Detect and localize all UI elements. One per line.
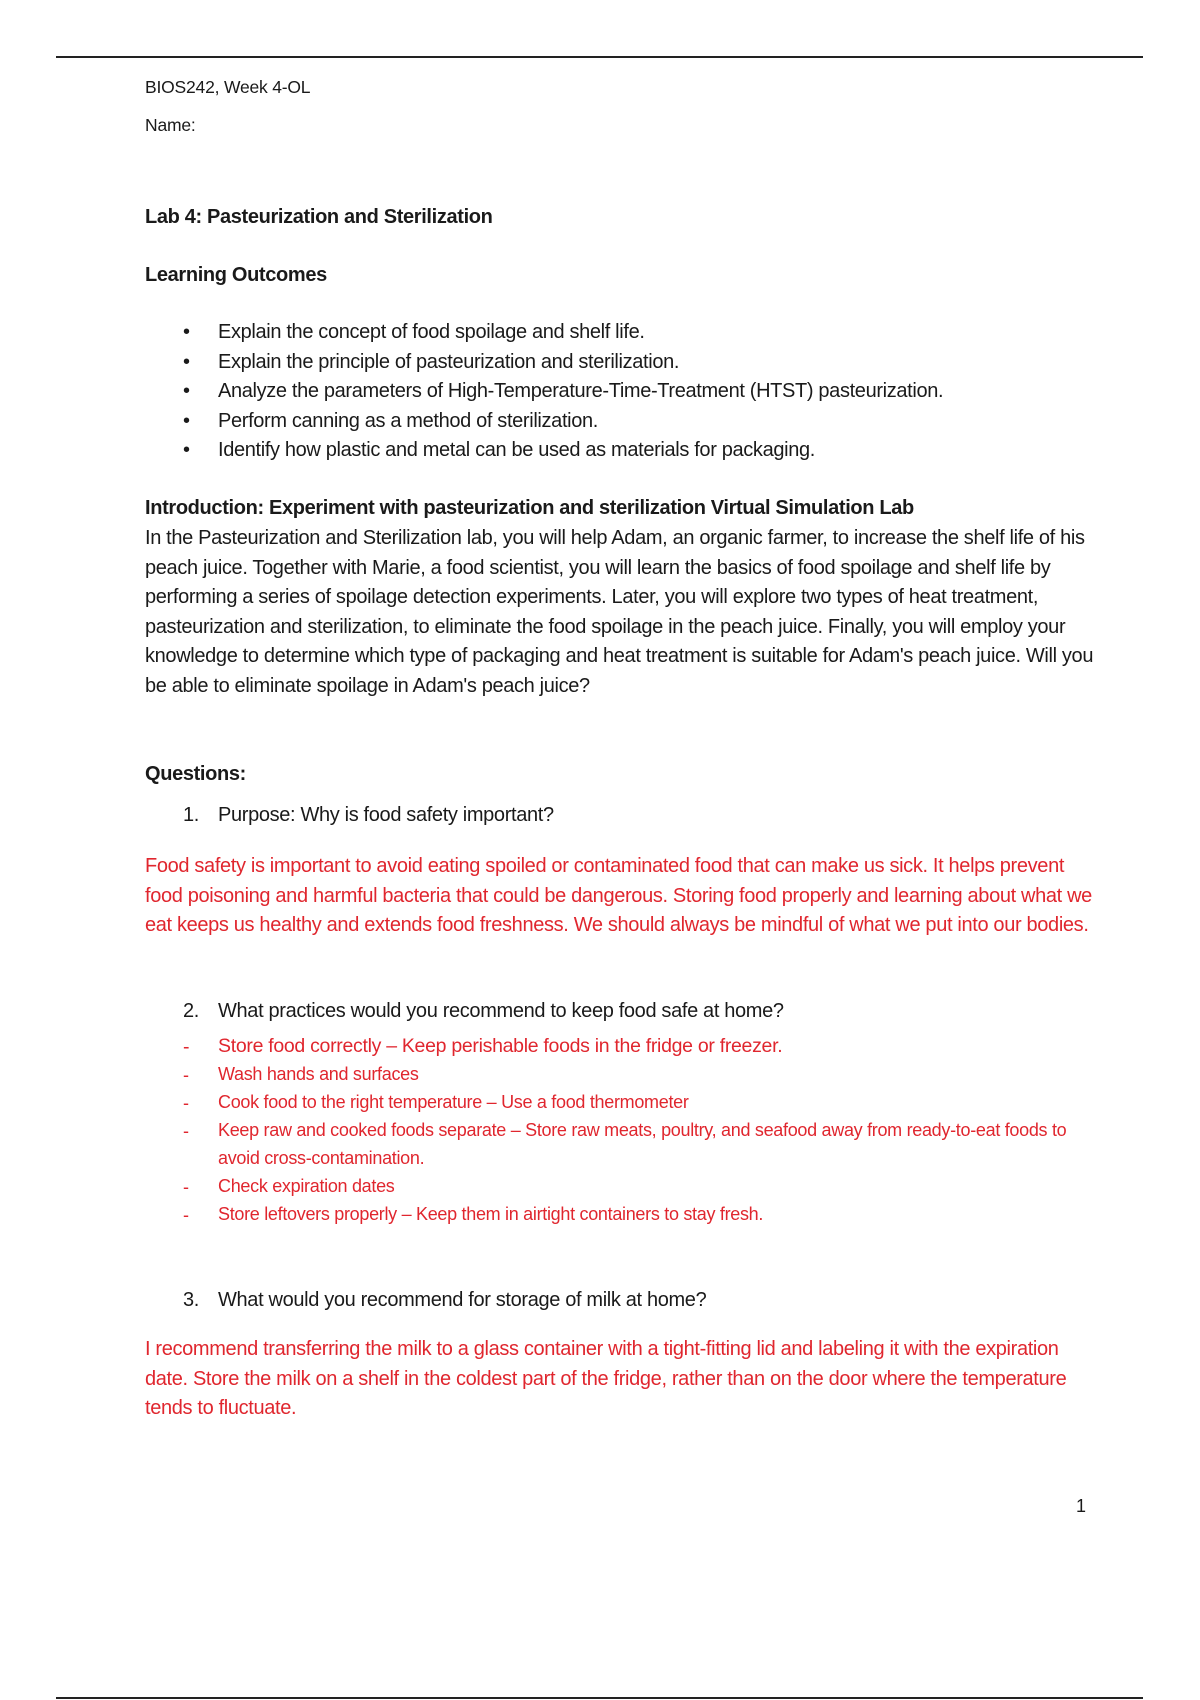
learning-outcomes-heading: Learning Outcomes (145, 264, 327, 286)
bullet-icon: • (183, 409, 190, 432)
bottom-rule (56, 1697, 1143, 1699)
answer-3: I recommend transferring the milk to a glass container with a tight-fitting lid and labeling it with the expiration date. Store the milk on a shelf in the coldest part of the fridge, rather than on the door where the temperature tends to fluctuate. (145, 1338, 1067, 1419)
list-item: • Analyze the parameters of High-Temperature-Time-Treatment (HTST) pasteurization. (145, 377, 943, 407)
course-header: BIOS242, Week 4-OL (145, 77, 311, 97)
list-item: - Keep raw and cooked foods separate – Store raw meats, poultry, and seafood away from ready-to-eat foods to avoid cross-contamination. (183, 1120, 1067, 1168)
name-label: Name: (145, 115, 196, 135)
answer-2-list (145, 1032, 1098, 1228)
list-item: • Explain the concept of food spoilage and shelf life. (145, 318, 943, 348)
bullet-icon: • (183, 321, 190, 343)
list-item: - Store food correctly – Keep perishable foods in the fridge or freezer. (183, 1035, 783, 1058)
list-item: - Check expiration dates (183, 1176, 395, 1197)
bullet-icon: • (183, 350, 190, 373)
bullet-icon: • (183, 439, 190, 461)
list-item: • Identify how plastic and metal can be used as materials for packaging. (145, 436, 943, 466)
list-item: - Cook food to the right temperature – Use a food thermometer (183, 1092, 689, 1113)
introduction-heading: Introduction: Experiment with pasteurization and sterilization Virtual Simulation Lab (145, 497, 914, 519)
page-number: 1 (1076, 1496, 1087, 1516)
list-item: - Store leftovers properly – Keep them in airtight containers to stay fresh. (183, 1204, 764, 1225)
list-item: - Wash hands and surfaces (183, 1064, 419, 1085)
list-item: • Explain the principle of pasteurization and sterilization. (145, 348, 943, 378)
answer-1: Food safety is important to avoid eating spoiled or contaminated food that can make us sick. It helps prevent food poisoning and harmful bacteria that could be dangerous. Storing food properly and learning about what we eat keeps us healthy and extends food freshness. We should always be mindful of what we put into our bodies. (145, 855, 1092, 936)
top-rule (56, 56, 1143, 58)
list-item: • Perform canning as a method of sterilization. (145, 407, 943, 437)
page-title: Lab 4: Pasteurization and Sterilization (145, 206, 493, 228)
learning-outcomes-list (145, 318, 943, 466)
introduction-text: In the Pasteurization and Sterilization lab, you will help Adam, an organic farmer, to increase the shelf life of his peach juice. Together with Marie, a food scientist, you will learn the basics of food spoilage and shelf life by performing a series of spoilage detection experiments. Later, you will explore two types of heat treatment, pasteurization and sterilization, to eliminate the food spoilage in the peach juice. Finally, you will employ your knowledge to determine which type of packaging and heat treatment is suitable for Adam's peach juice. Will you be able to eliminate spoilage in Adam's peach juice? (145, 527, 1094, 697)
bullet-icon: • (183, 380, 190, 402)
questions-heading: Questions: (145, 763, 246, 785)
